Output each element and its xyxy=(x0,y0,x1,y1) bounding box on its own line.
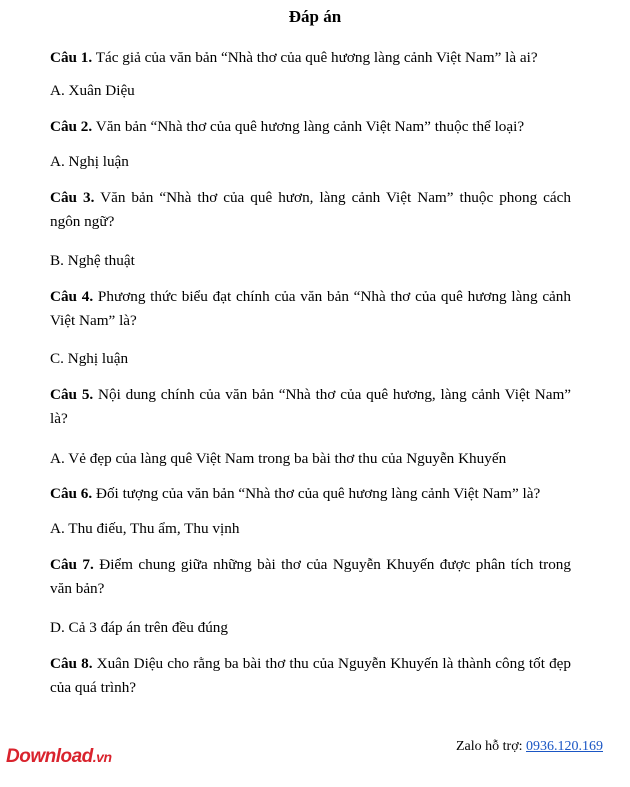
answer-7: D. Cả 3 đáp án trên đều đúng xyxy=(50,619,228,636)
question-3 xyxy=(50,186,571,234)
question-6 xyxy=(50,482,571,506)
answer-2: A. Nghị luận xyxy=(50,153,129,170)
question-text: Điểm chung giữa những bài thơ của Nguyễn Khuyến được phân tích trong văn bản? xyxy=(50,556,571,597)
question-label: Câu 6. xyxy=(50,485,93,502)
question-label: Câu 1. xyxy=(50,49,93,66)
question-8 xyxy=(50,652,571,700)
question-label: Câu 8. xyxy=(50,655,93,672)
zalo-support xyxy=(456,739,603,755)
question-text: Xuân Diệu cho rằng ba bài thơ thu của Nguyễn Khuyến là thành công tốt đẹp của quá trình? xyxy=(50,655,571,696)
answer-4: C. Nghị luận xyxy=(50,350,129,367)
question-text: Đối tượng của văn bản “Nhà thơ của quê hương làng cảnh Việt Nam” là? xyxy=(92,485,541,502)
question-2 xyxy=(50,115,571,139)
page-title: Đáp án xyxy=(288,7,342,26)
logo-wordmark: Download xyxy=(6,746,93,767)
question-text: Văn bản “Nhà thơ của quê hươn, làng cảnh Việt Nam” thuộc phong cách ngôn ngữ? xyxy=(50,189,571,230)
question-label: Câu 7. xyxy=(50,556,94,573)
question-label: Câu 3. xyxy=(50,189,95,206)
question-text: Nội dung chính của văn bản “Nhà thơ của quê hương, làng cảnh Việt Nam” là? xyxy=(50,386,571,427)
answer-5: A. Vẻ đẹp của làng quê Việt Nam trong ba bài thơ thu của Nguyễn Khuyến xyxy=(50,450,507,467)
question-label: Câu 2. xyxy=(50,118,93,135)
question-text: Tác giả của văn bản “Nhà thơ của quê hương làng cảnh Việt Nam” là ai? xyxy=(92,49,538,66)
question-7 xyxy=(50,553,571,601)
logo-tld: .vn xyxy=(92,749,112,765)
answer-1: A. Xuân Diệu xyxy=(50,82,135,99)
question-label: Câu 4. xyxy=(50,288,94,305)
question-text: Phương thức biểu đạt chính của văn bản “Nhà thơ của quê hương làng cảnh Việt Nam” là? xyxy=(50,288,571,329)
answer-6: A. Thu điếu, Thu ẩm, Thu vịnh xyxy=(50,520,240,537)
download-vn-logo[interactable] xyxy=(6,746,112,768)
question-4 xyxy=(50,285,571,333)
question-1 xyxy=(50,46,571,70)
support-phone-link[interactable]: 0936.120.169 xyxy=(526,739,603,754)
question-5 xyxy=(50,383,571,431)
answer-3: B. Nghệ thuật xyxy=(50,252,135,269)
question-label: Câu 5. xyxy=(50,386,94,403)
question-text: Văn bản “Nhà thơ của quê hương làng cảnh Việt Nam” thuộc thể loại? xyxy=(92,118,525,135)
support-label: Zalo hỗ trợ: xyxy=(456,739,523,754)
